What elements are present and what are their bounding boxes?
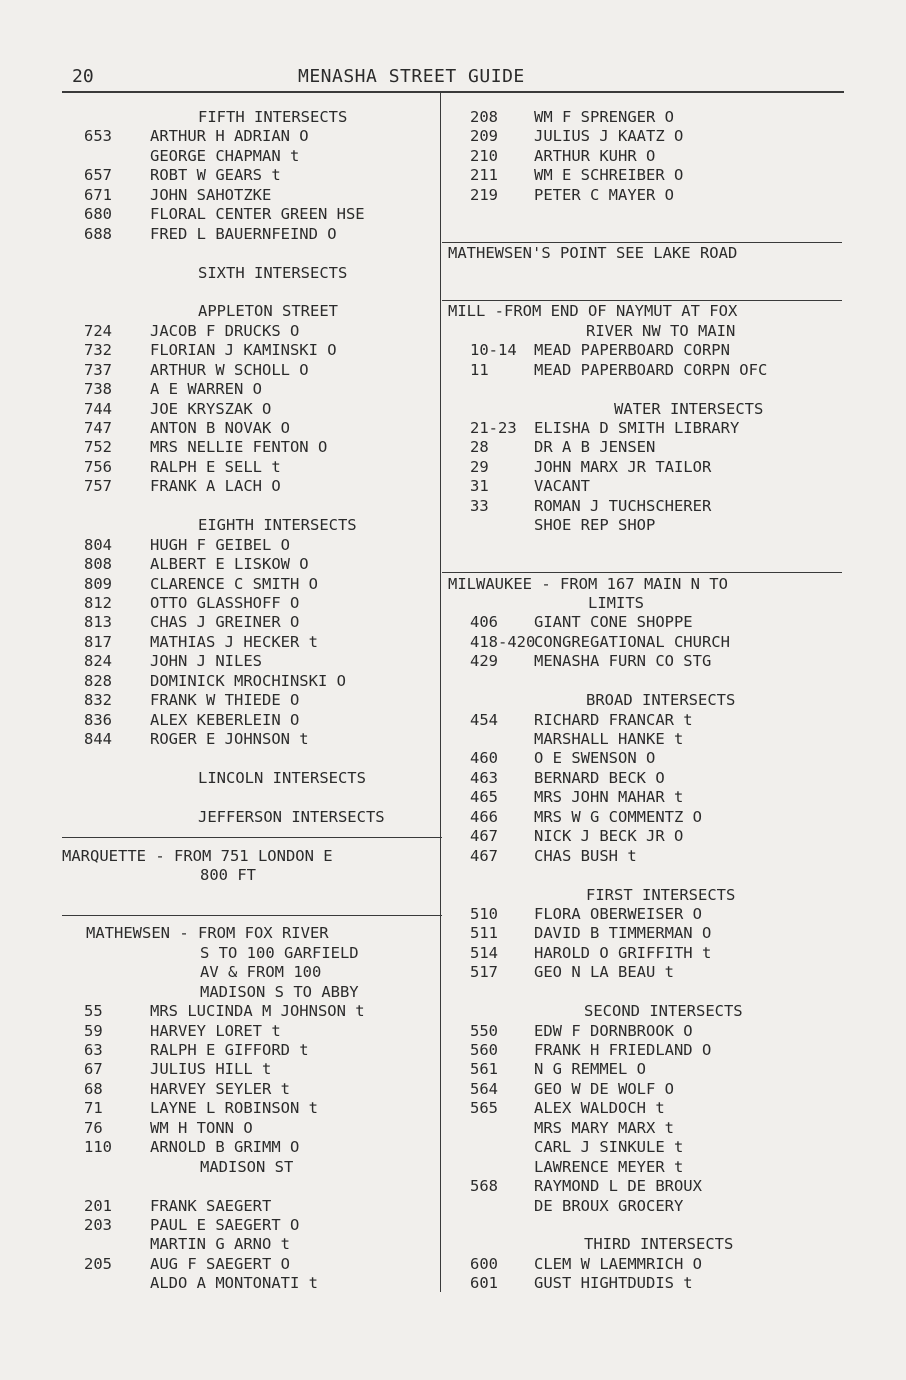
house-number: 813 bbox=[84, 613, 112, 632]
house-number: 600 bbox=[470, 1254, 498, 1273]
listing-row bbox=[446, 1060, 846, 1079]
resident-name: MRS W G COMMENTZ O bbox=[534, 807, 702, 826]
house-number: 110 bbox=[84, 1138, 112, 1157]
listing-row bbox=[446, 808, 846, 827]
listing-block bbox=[62, 127, 438, 244]
listing-row bbox=[62, 1080, 438, 1099]
resident-name: MRS NELLIE FENTON O bbox=[150, 438, 328, 457]
left-column bbox=[62, 108, 438, 1294]
house-number: 10-14 bbox=[470, 341, 517, 360]
house-number: 601 bbox=[470, 1274, 498, 1293]
listing-row bbox=[446, 730, 846, 749]
section-heading-third: THIRD INTERSECTS bbox=[584, 1235, 734, 1254]
house-number: 757 bbox=[84, 477, 112, 496]
house-number: 756 bbox=[84, 457, 112, 476]
resident-name: PETER C MAYER O bbox=[534, 185, 674, 204]
house-number: 514 bbox=[470, 943, 498, 962]
listing-row bbox=[446, 769, 846, 788]
house-number: 201 bbox=[84, 1196, 112, 1215]
listing-row bbox=[446, 1099, 846, 1118]
resident-name: GUST HIGHTDUDIS t bbox=[534, 1274, 693, 1293]
house-number: 460 bbox=[470, 749, 498, 768]
listing-row bbox=[62, 1216, 438, 1235]
listing-row bbox=[446, 1177, 846, 1196]
listing-row bbox=[446, 652, 846, 671]
listing-row bbox=[446, 1255, 846, 1274]
resident-name: FLORA OBERWEISER O bbox=[534, 904, 702, 923]
street-entry-mathewsen-cont: S TO 100 GARFIELD bbox=[200, 943, 359, 962]
listing-row bbox=[62, 1274, 438, 1293]
listing-block bbox=[62, 536, 438, 750]
resident-name: ALEX KEBERLEIN O bbox=[150, 710, 300, 729]
listing-row bbox=[62, 691, 438, 710]
house-number: 211 bbox=[470, 166, 498, 185]
house-number: 804 bbox=[84, 535, 112, 554]
listing-row bbox=[62, 1255, 438, 1274]
house-number: 21-23 bbox=[470, 419, 517, 437]
house-number: 657 bbox=[84, 166, 112, 185]
house-number: 510 bbox=[470, 904, 498, 923]
listing-row bbox=[62, 1041, 438, 1060]
listing-block bbox=[446, 1022, 846, 1216]
resident-name: DOMINICK MROCHINSKI O bbox=[150, 671, 346, 690]
resident-name: MRS JOHN MAHAR t bbox=[534, 788, 684, 807]
resident-name: RICHARD FRANCAR t bbox=[534, 710, 693, 729]
resident-name: MEAD PAPERBOARD CORPN bbox=[534, 341, 730, 360]
house-number: 836 bbox=[84, 710, 112, 729]
house-number: 466 bbox=[470, 807, 498, 826]
section-heading-first: FIRST INTERSECTS bbox=[586, 885, 736, 904]
house-number: 67 bbox=[84, 1060, 103, 1079]
listing-row bbox=[62, 633, 438, 652]
resident-name: HARVEY LORET t bbox=[150, 1021, 281, 1040]
resident-name: DE BROUX GROCERY bbox=[534, 1196, 684, 1215]
house-number: 550 bbox=[470, 1021, 498, 1040]
right-column bbox=[446, 108, 846, 1294]
house-number: 688 bbox=[84, 224, 112, 243]
listing-row bbox=[62, 341, 438, 360]
listing-row bbox=[446, 361, 846, 380]
house-number: 832 bbox=[84, 691, 112, 710]
house-number: 561 bbox=[470, 1060, 498, 1079]
listing-row bbox=[446, 633, 846, 652]
house-number: 517 bbox=[470, 963, 498, 982]
section-heading-lincoln: LINCOLN INTERSECTS bbox=[198, 768, 366, 787]
resident-name: JOHN MARX JR TAILOR bbox=[534, 457, 712, 476]
resident-name: FLORAL CENTER GREEN HSE bbox=[150, 205, 365, 224]
listing-row bbox=[446, 108, 846, 127]
listing-row bbox=[62, 225, 438, 244]
resident-name: JOHN J NILES bbox=[150, 652, 262, 671]
listing-row bbox=[446, 827, 846, 846]
house-number: 429 bbox=[470, 652, 498, 671]
house-number: 33 bbox=[470, 496, 489, 515]
resident-name: AUG F SAEGERT O bbox=[150, 1254, 290, 1273]
listing-row bbox=[62, 147, 438, 166]
resident-name: JULIUS HILL t bbox=[150, 1060, 272, 1079]
house-number: 844 bbox=[84, 730, 112, 748]
page-title: MENASHA STREET GUIDE bbox=[298, 66, 525, 87]
listing-block bbox=[446, 613, 846, 671]
house-number: 55 bbox=[84, 1002, 103, 1021]
house-number: 732 bbox=[84, 341, 112, 360]
resident-name: BERNARD BECK O bbox=[534, 768, 665, 787]
listing-row bbox=[62, 205, 438, 224]
listing-row bbox=[62, 186, 438, 205]
listing-row bbox=[62, 127, 438, 146]
house-number: 568 bbox=[470, 1177, 498, 1196]
listing-row bbox=[62, 419, 438, 438]
resident-name: ROMAN J TUCHSCHERER bbox=[534, 496, 712, 515]
house-number: 752 bbox=[84, 438, 112, 457]
listing-row bbox=[446, 458, 846, 477]
listing-row bbox=[446, 1022, 846, 1041]
house-number: 205 bbox=[84, 1254, 112, 1273]
house-number: 59 bbox=[84, 1021, 103, 1040]
house-number: 209 bbox=[470, 127, 498, 146]
listing-row bbox=[446, 944, 846, 963]
resident-name: RALPH E GIFFORD t bbox=[150, 1041, 309, 1059]
house-number: 817 bbox=[84, 632, 112, 651]
resident-name: DAVID B TIMMERMAN O bbox=[534, 924, 712, 943]
column-divider bbox=[440, 92, 441, 1292]
listing-block bbox=[446, 711, 846, 867]
resident-name: FLORIAN J KAMINSKI O bbox=[150, 341, 337, 360]
resident-name: ALEX WALDOCH t bbox=[534, 1099, 665, 1118]
listing-row bbox=[62, 1002, 438, 1021]
listing-row bbox=[446, 749, 846, 768]
house-number: 824 bbox=[84, 652, 112, 671]
resident-name: JOE KRYSZAK O bbox=[150, 399, 272, 418]
listing-row bbox=[446, 341, 846, 360]
listing-row bbox=[446, 186, 846, 205]
resident-name: CLEM W LAEMMRICH O bbox=[534, 1254, 702, 1273]
listing-row bbox=[446, 497, 846, 516]
listing-block bbox=[62, 1002, 438, 1158]
house-number: 467 bbox=[470, 827, 498, 846]
resident-name: WM H TONN O bbox=[150, 1118, 253, 1137]
section-heading-water: WATER INTERSECTS bbox=[614, 399, 764, 418]
house-number: 738 bbox=[84, 380, 112, 399]
street-entry-marquette-cont: 800 FT bbox=[200, 866, 256, 885]
resident-name: ANTON B NOVAK O bbox=[150, 419, 290, 437]
listing-row bbox=[62, 322, 438, 341]
house-number: 463 bbox=[470, 768, 498, 787]
resident-name: ROGER E JOHNSON t bbox=[150, 730, 309, 748]
resident-name: JULIUS J KAATZ O bbox=[534, 127, 684, 146]
resident-name: LAWRENCE MEYER t bbox=[534, 1157, 684, 1176]
house-number: 511 bbox=[470, 924, 498, 943]
resident-name: LAYNE L ROBINSON t bbox=[150, 1099, 318, 1118]
listing-row bbox=[62, 594, 438, 613]
listing-block bbox=[446, 108, 846, 205]
resident-name: A E WARREN O bbox=[150, 380, 262, 399]
street-entry-mathewsen-cont: AV & FROM 100 bbox=[200, 963, 322, 982]
listing-row bbox=[62, 730, 438, 749]
listing-row bbox=[446, 1080, 846, 1099]
listing-row bbox=[62, 380, 438, 399]
house-number: 653 bbox=[84, 127, 112, 146]
house-number: 671 bbox=[84, 185, 112, 204]
listing-row bbox=[62, 575, 438, 594]
resident-name: HAROLD O GRIFFITH t bbox=[534, 943, 712, 962]
resident-name: FRED L BAUERNFEIND O bbox=[150, 224, 337, 243]
resident-name: MRS LUCINDA M JOHNSON t bbox=[150, 1002, 365, 1021]
house-number: 564 bbox=[470, 1079, 498, 1098]
resident-name: CHAS J GREINER O bbox=[150, 613, 300, 632]
section-heading-fifth: FIFTH INTERSECTS bbox=[198, 108, 348, 126]
house-number: 406 bbox=[470, 613, 498, 632]
resident-name: JOHN SAHOTZKE bbox=[150, 185, 272, 204]
section-heading-second: SECOND INTERSECTS bbox=[584, 1002, 743, 1021]
listing-row bbox=[62, 458, 438, 477]
resident-name: FRANK SAEGERT bbox=[150, 1196, 272, 1215]
listing-row bbox=[446, 847, 846, 866]
listing-row bbox=[62, 477, 438, 496]
street-heading-appleton: APPLETON STREET bbox=[198, 302, 338, 321]
resident-name: CLARENCE C SMITH O bbox=[150, 574, 318, 593]
listing-row bbox=[446, 963, 846, 982]
page-number: 20 bbox=[72, 66, 94, 87]
street-entry-mathewsen-cont: MADISON S TO ABBY bbox=[200, 982, 359, 1001]
listing-row bbox=[62, 1119, 438, 1138]
listing-row bbox=[62, 1235, 438, 1254]
resident-name: ROBT W GEARS t bbox=[150, 166, 281, 185]
house-number: 418-420 bbox=[470, 632, 536, 651]
house-number: 467 bbox=[470, 846, 498, 865]
resident-name: SHOE REP SHOP bbox=[534, 516, 656, 535]
house-number: 808 bbox=[84, 555, 112, 574]
resident-name: N G REMMEL O bbox=[534, 1060, 646, 1079]
house-number: 71 bbox=[84, 1099, 103, 1118]
street-entry-milwaukee-cont: LIMITS bbox=[588, 593, 644, 612]
resident-name: NICK J BECK JR O bbox=[534, 827, 684, 846]
house-number: 210 bbox=[470, 146, 498, 165]
listing-row bbox=[446, 477, 846, 496]
house-number: 76 bbox=[84, 1118, 103, 1137]
resident-name: ARTHUR H ADRIAN O bbox=[150, 127, 309, 146]
header-rule bbox=[62, 91, 844, 93]
listing-row bbox=[446, 127, 846, 146]
listing-row bbox=[62, 166, 438, 185]
listing-row bbox=[62, 711, 438, 730]
resident-name: ELISHA D SMITH LIBRARY bbox=[534, 419, 740, 437]
resident-name: ARTHUR KUHR O bbox=[534, 146, 656, 165]
listing-block bbox=[446, 905, 846, 983]
section-rule bbox=[62, 915, 442, 916]
house-number: 565 bbox=[470, 1099, 498, 1118]
resident-name: WM E SCHREIBER O bbox=[534, 166, 684, 185]
house-number: 219 bbox=[470, 185, 498, 204]
resident-name: CARL J SINKULE t bbox=[534, 1138, 684, 1157]
house-number: 560 bbox=[470, 1041, 498, 1059]
listing-row bbox=[62, 1099, 438, 1118]
listing-block bbox=[446, 419, 846, 536]
listing-row bbox=[62, 1197, 438, 1216]
listing-row bbox=[62, 555, 438, 574]
listing-block bbox=[62, 322, 438, 497]
section-heading-broad: BROAD INTERSECTS bbox=[586, 691, 736, 710]
resident-name: ARTHUR W SCHOLL O bbox=[150, 360, 309, 379]
resident-name: RALPH E SELL t bbox=[150, 457, 281, 476]
street-entry-marquette: MARQUETTE - FROM 751 LONDON E bbox=[62, 846, 333, 865]
resident-name: GEO N LA BEAU t bbox=[534, 963, 674, 982]
listing-row bbox=[446, 1041, 846, 1060]
resident-name: ARNOLD B GRIMM O bbox=[150, 1138, 300, 1157]
listing-row bbox=[62, 613, 438, 632]
house-number: 680 bbox=[84, 205, 112, 224]
listing-row bbox=[446, 438, 846, 457]
house-number: 724 bbox=[84, 321, 112, 340]
resident-name: EDW F DORNBROOK O bbox=[534, 1021, 693, 1040]
listing-row bbox=[62, 361, 438, 380]
listing-row bbox=[62, 652, 438, 671]
listing-row bbox=[446, 924, 846, 943]
house-number: 208 bbox=[470, 108, 498, 126]
resident-name: OTTO GLASSHOFF O bbox=[150, 593, 300, 612]
house-number: 68 bbox=[84, 1079, 103, 1098]
resident-name: MENASHA FURN CO STG bbox=[534, 652, 712, 671]
house-number: 454 bbox=[470, 710, 498, 729]
house-number: 28 bbox=[470, 438, 489, 457]
resident-name: RAYMOND L DE BROUX bbox=[534, 1177, 702, 1196]
house-number: 11 bbox=[470, 360, 489, 379]
listing-row bbox=[446, 516, 846, 535]
listing-row bbox=[446, 1274, 846, 1293]
listing-block bbox=[446, 1255, 846, 1294]
listing-row bbox=[446, 1158, 846, 1177]
resident-name: MRS MARY MARX t bbox=[534, 1118, 674, 1137]
house-number: 812 bbox=[84, 593, 112, 612]
resident-name: DR A B JENSEN bbox=[534, 438, 656, 457]
section-rule bbox=[62, 837, 442, 838]
listing-row bbox=[62, 400, 438, 419]
listing-block bbox=[446, 341, 846, 380]
resident-name: O E SWENSON O bbox=[534, 749, 656, 768]
listing-row bbox=[62, 438, 438, 457]
listing-row bbox=[62, 1138, 438, 1157]
listing-row bbox=[446, 1119, 846, 1138]
section-heading-sixth: SIXTH INTERSECTS bbox=[198, 263, 348, 282]
resident-name: HUGH F GEIBEL O bbox=[150, 535, 290, 554]
listing-row bbox=[446, 1197, 846, 1216]
section-heading-jefferson: JEFFERSON INTERSECTS bbox=[198, 807, 385, 826]
listing-row bbox=[446, 419, 846, 438]
listing-row bbox=[446, 613, 846, 632]
street-entry-mathewsen: MATHEWSEN - FROM FOX RIVER bbox=[86, 924, 329, 943]
listing-row bbox=[62, 1060, 438, 1079]
house-number: 828 bbox=[84, 671, 112, 690]
resident-name: PAUL E SAEGERT O bbox=[150, 1215, 300, 1234]
resident-name: FRANK W THIEDE O bbox=[150, 691, 300, 710]
street-entry-mathewsens-point: MATHEWSEN'S POINT SEE LAKE ROAD bbox=[448, 244, 738, 263]
listing-row bbox=[446, 147, 846, 166]
house-number: 31 bbox=[470, 477, 489, 496]
resident-name: MEAD PAPERBOARD CORPN OFC bbox=[534, 360, 768, 379]
house-number: 29 bbox=[470, 457, 489, 476]
resident-name: GEORGE CHAPMAN t bbox=[150, 146, 300, 165]
resident-name: FRANK A LACH O bbox=[150, 477, 281, 496]
street-heading-madison: MADISON ST bbox=[200, 1157, 294, 1176]
resident-name: GEO W DE WOLF O bbox=[534, 1079, 674, 1098]
resident-name: MATHIAS J HECKER t bbox=[150, 632, 318, 651]
resident-name: ALDO A MONTONATI t bbox=[150, 1274, 318, 1293]
listing-block bbox=[62, 1197, 438, 1294]
resident-name: FRANK H FRIEDLAND O bbox=[534, 1041, 712, 1059]
resident-name: MARTIN G ARNO t bbox=[150, 1235, 290, 1254]
resident-name: CONGREGATIONAL CHURCH bbox=[534, 632, 730, 651]
listing-row bbox=[446, 1138, 846, 1157]
resident-name: VACANT bbox=[534, 477, 590, 496]
house-number: 465 bbox=[470, 788, 498, 807]
listing-row bbox=[446, 711, 846, 730]
listing-row bbox=[62, 536, 438, 555]
listing-row bbox=[446, 166, 846, 185]
page-header bbox=[62, 66, 842, 92]
street-entry-milwaukee: MILWAUKEE - FROM 167 MAIN N TO bbox=[448, 574, 728, 593]
house-number: 737 bbox=[84, 360, 112, 379]
house-number: 203 bbox=[84, 1215, 112, 1234]
resident-name: GIANT CONE SHOPPE bbox=[534, 613, 693, 632]
resident-name: HARVEY SEYLER t bbox=[150, 1079, 290, 1098]
listing-row bbox=[62, 672, 438, 691]
house-number: 63 bbox=[84, 1041, 103, 1059]
resident-name: ALBERT E LISKOW O bbox=[150, 555, 309, 574]
resident-name: CHAS BUSH t bbox=[534, 846, 637, 865]
listing-row bbox=[446, 905, 846, 924]
house-number: 809 bbox=[84, 574, 112, 593]
house-number: 747 bbox=[84, 419, 112, 437]
house-number: 744 bbox=[84, 399, 112, 418]
street-entry-mill-cont: RIVER NW TO MAIN bbox=[586, 321, 736, 340]
listing-row bbox=[62, 1022, 438, 1041]
resident-name: WM F SPRENGER O bbox=[534, 108, 674, 126]
section-heading-eighth: EIGHTH INTERSECTS bbox=[198, 516, 357, 535]
listing-row bbox=[446, 788, 846, 807]
resident-name: JACOB F DRUCKS O bbox=[150, 321, 300, 340]
street-entry-mill: MILL -FROM END OF NAYMUT AT FOX bbox=[448, 302, 738, 321]
resident-name: MARSHALL HANKE t bbox=[534, 730, 684, 748]
